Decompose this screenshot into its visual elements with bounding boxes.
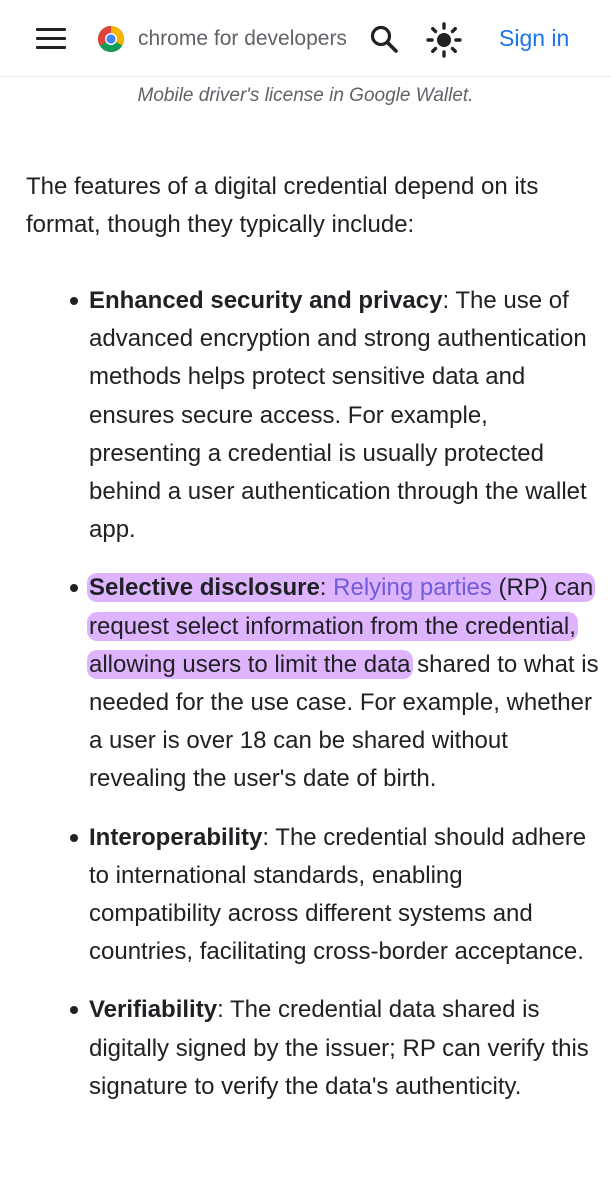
list-item bbox=[89, 819, 599, 972]
relying-parties-link[interactable]: Relying parties bbox=[333, 574, 492, 602]
chrome-logo-icon[interactable] bbox=[97, 25, 125, 53]
top-app-bar bbox=[0, 0, 611, 77]
sign-in-link[interactable]: Sign in bbox=[499, 25, 570, 51]
feature-list bbox=[89, 282, 599, 1126]
feature-term: Selective disclosure bbox=[89, 574, 320, 602]
feature-description: : The credential data shared is digitally signed by the issuer; RP can verify this signature to verify the data's authenticity. bbox=[89, 996, 589, 1100]
menu-icon[interactable] bbox=[36, 28, 66, 50]
separator: : bbox=[319, 574, 334, 602]
feature-description: : The use of advanced encryption and strong authentication methods helps protect sensitive data and ensures secure access. For example, presenting a credential is usually protected behind a user authentication through the wallet app. bbox=[89, 287, 587, 544]
intro-paragraph: The features of a digital credential depend on its format, though they typically include: bbox=[26, 173, 539, 238]
feature-term: Verifiability bbox=[89, 996, 218, 1024]
list-item bbox=[89, 569, 599, 798]
list-item bbox=[89, 282, 599, 549]
search-icon[interactable] bbox=[368, 23, 400, 55]
feature-term: Enhanced security and privacy bbox=[89, 287, 443, 314]
list-item bbox=[89, 991, 599, 1106]
feature-description: shared to what is needed for the use case. For example, whether a user is over 18 can be shared without revealing the user's date of birth. bbox=[89, 650, 599, 793]
image-caption: Mobile driver's license in Google Wallet. bbox=[137, 85, 474, 106]
site-brand[interactable]: chrome for developers bbox=[138, 27, 347, 50]
feature-term: Interoperability bbox=[89, 823, 263, 851]
brightness-icon[interactable] bbox=[425, 21, 463, 59]
feature-description: : The credential should adhere to international standards, enabling compatibility across different systems and countries, facilitating cross-border acceptance. bbox=[89, 823, 587, 966]
highlighted-description: (RP) can request select information from the credential, allowing users to limit the data bbox=[89, 574, 594, 678]
